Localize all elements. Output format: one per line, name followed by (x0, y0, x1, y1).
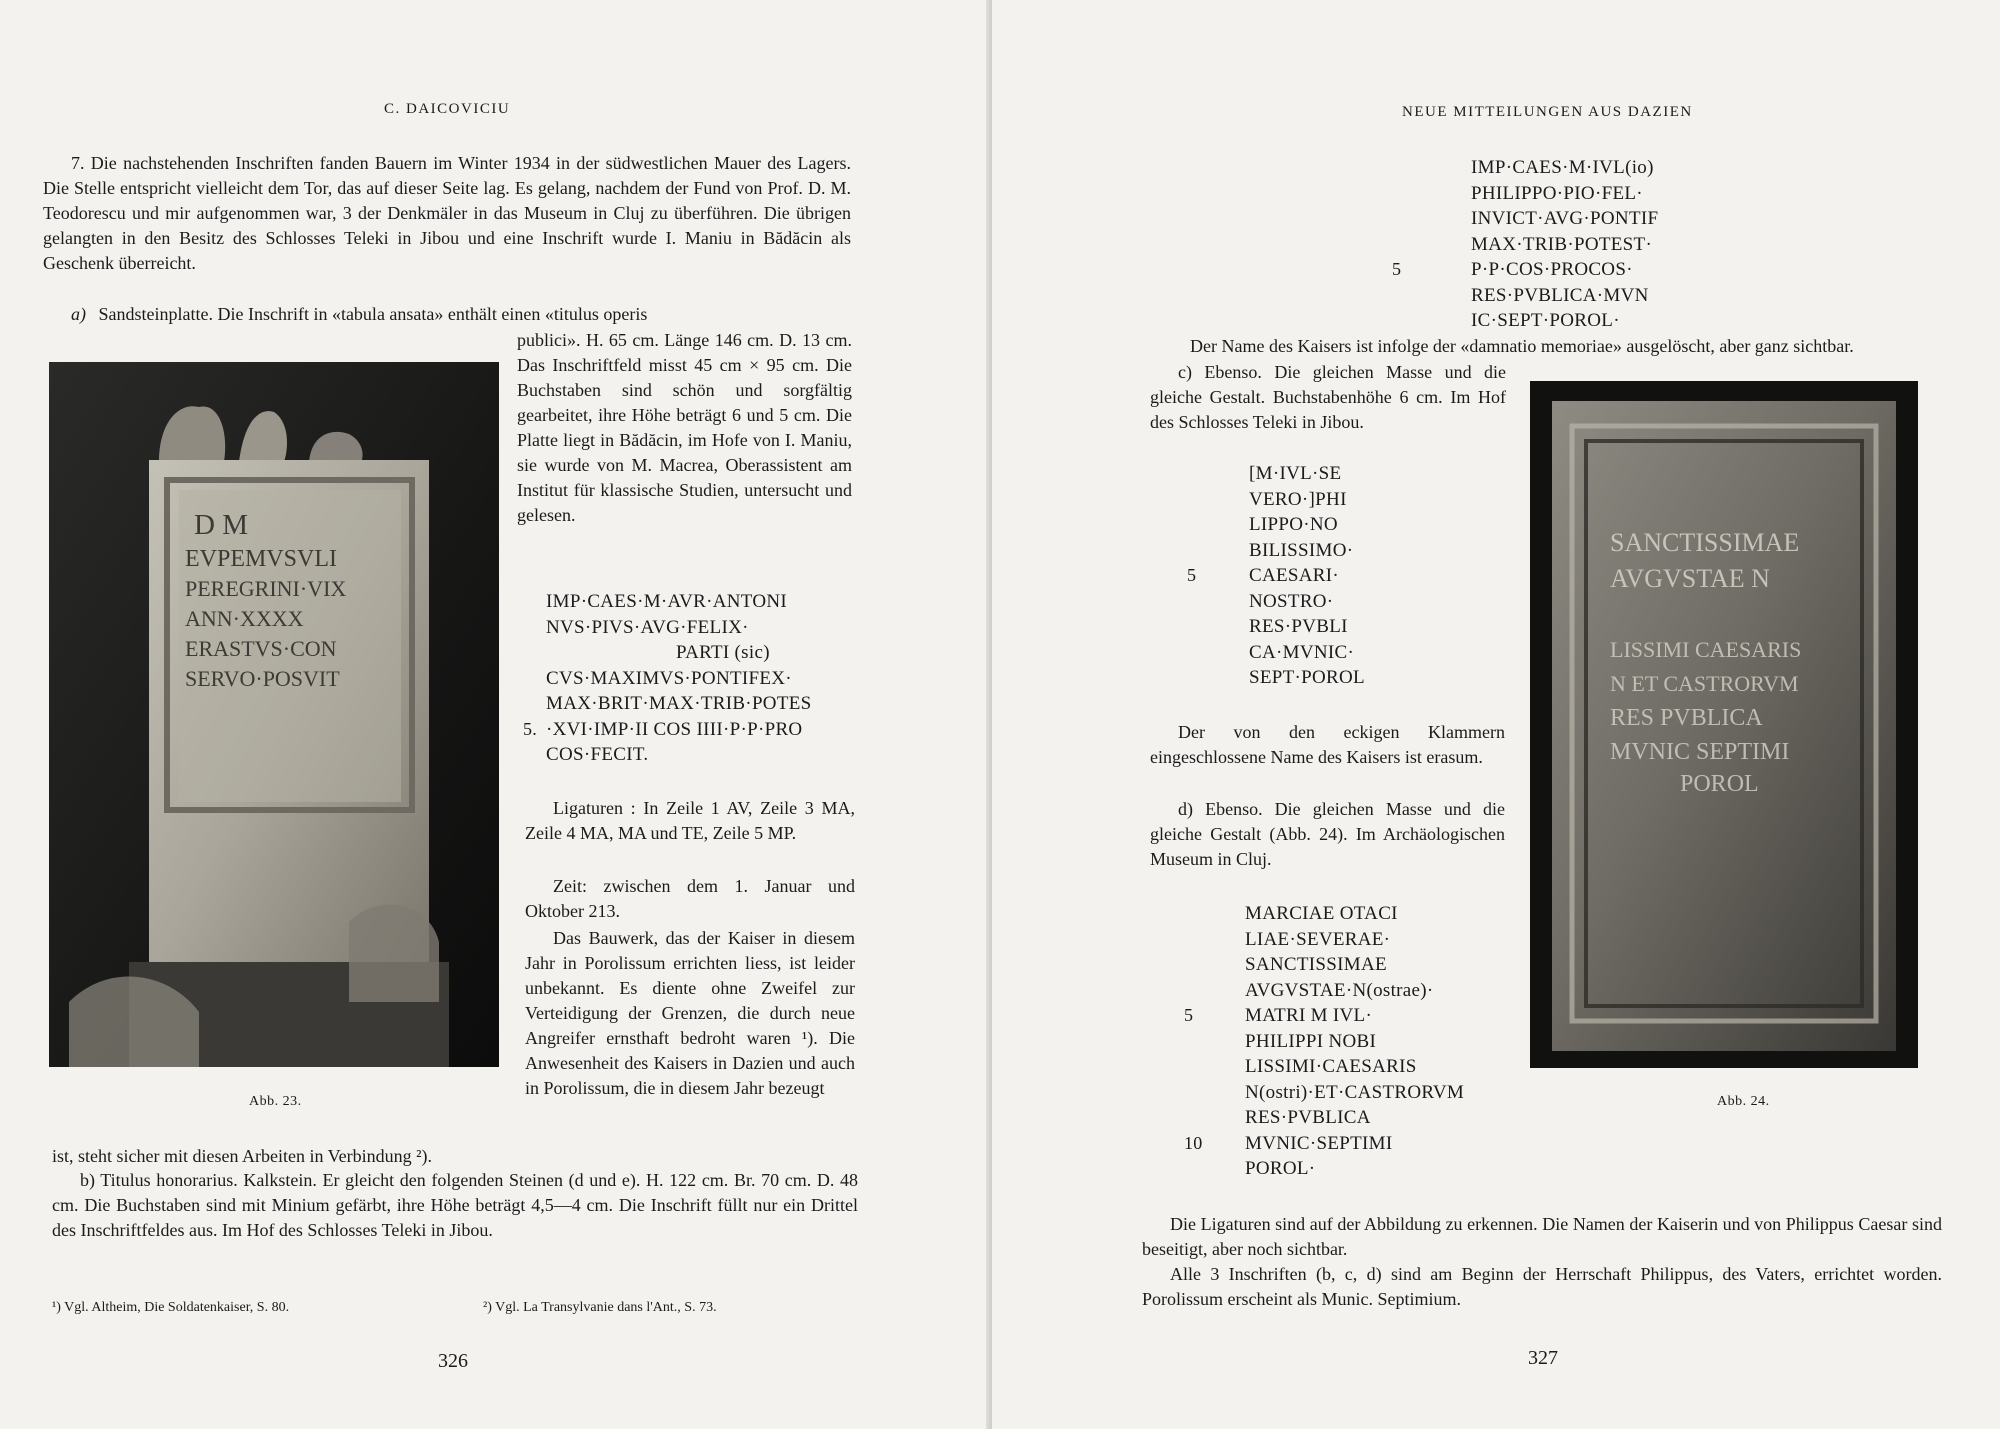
inscription-c (1187, 461, 1467, 691)
footnote-2: ²) Vgl. La Transylvanie dans l'Ant., S. 73. (483, 1300, 717, 1315)
line-text: RES·PVBLICA (1245, 1107, 1371, 1128)
inscription-line (1184, 1105, 1504, 1131)
line-text: NVS·PIVS·AVG·FELIX· (546, 616, 749, 638)
line-text: PHILIPPI NOBI (1245, 1030, 1377, 1052)
line-text: CA·MVNIC· (1249, 641, 1355, 663)
inscription-line (521, 589, 861, 615)
inscription-line (1392, 232, 1692, 258)
inscription-line (1184, 901, 1504, 927)
figure-abb-24-photo (1530, 381, 1918, 1068)
line-text: BILISSIMO· (1249, 539, 1354, 561)
line-text: IC·SEPT·POROL· (1471, 310, 1620, 331)
ligaturen-paragraph: Die Ligaturen sind auf der Abbildung zu erkennen. Die Namen der Kaiserin und von Philippus Caesar sind beseitigt, aber noch sichtbar. (1142, 1214, 1942, 1259)
inscription-line (521, 615, 861, 641)
line-text: SANCTISSIMAE (1245, 954, 1387, 975)
alle-3-paragraph: Alle 3 Inschriften (b, c, d) sind am Beginn der Herrschaft Philippus, des Vaters, errichtet worden. Porolissum erscheint als Munic. Septimium. (1142, 1264, 1942, 1309)
inscription-line (1187, 487, 1467, 513)
ligatures-paragraph: Ligaturen : In Zeile 1 AV, Zeile 3 MA, Zeile 4 MA, MA und TE, Zeile 5 MP. (525, 798, 855, 843)
line-text: RES·PVBLI (1249, 616, 1348, 637)
running-head-right: NEUE MITTEILUNGEN AUS DAZIEN (1402, 104, 1693, 120)
inscription-b (1392, 155, 1692, 334)
photo-inscription-line-4: ANN·XXXX (185, 606, 304, 631)
inscription-line (1184, 1003, 1504, 1029)
date-paragraph: Zeit: zwischen dem 1. Januar und Oktober 213. (525, 876, 855, 921)
figure-caption-abb-23: Abb. 23. (249, 1094, 302, 1109)
inscription-line (1184, 952, 1504, 978)
inscription-line (1184, 1131, 1504, 1157)
line-text: MAX·TRIB·POTEST· (1471, 233, 1653, 255)
inscription-line (521, 666, 861, 692)
line-text: CAESARI· (1249, 565, 1340, 586)
inscription-d (1184, 901, 1504, 1182)
inscription-line (1184, 927, 1504, 953)
figure-abb-23-photo (49, 362, 499, 1067)
damnatio-paragraph: Der Name des Kaisers ist infolge der «damnatio memoriae» ausgelöscht, aber ganz sichtbar. (1190, 336, 1854, 356)
line-number: 5 (1392, 259, 1402, 279)
line-text: LISSIMI·CAESARIS (1245, 1056, 1417, 1077)
line-text: NOSTRO· (1249, 590, 1334, 612)
line-text: COS·FECIT. (546, 744, 649, 765)
line-text: MAX·BRIT·MAX·TRIB·POTES (546, 693, 812, 714)
bauwerk-end: ist, steht sicher mit diesen Arbeiten in Verbindung ²). (52, 1146, 433, 1166)
page-number-left: 326 (438, 1350, 468, 1372)
inscription-line (1187, 538, 1467, 564)
line-number: 5 (1187, 565, 1197, 585)
line-text: IMP·CAES·M·AVR·ANTONI (546, 591, 787, 612)
item-d-paragraph: d) Ebenso. Die gleichen Masse und die gleiche Gestalt (Abb. 24). Im Archäologischen Museum in Cluj. (1150, 799, 1505, 869)
line-text: PHILIPPO·PIO·FEL· (1471, 182, 1643, 204)
photo-inscription-line-1: SANCTISSIMAE (1610, 528, 1800, 557)
line-text: MVNIC·SEPTIMI (1245, 1132, 1393, 1154)
inscription-line (1392, 181, 1692, 207)
line-text: [M·IVL·SE (1249, 463, 1342, 484)
photo-inscription-line-5: ERASTVS·CON (185, 636, 337, 661)
inscription-line (1184, 978, 1504, 1004)
line-number: 10 (1184, 1132, 1203, 1153)
inscription-line (1184, 1156, 1504, 1182)
line-text: CVS·MAXIMVS·PONTIFEX· (546, 667, 792, 689)
line-text: PARTI (sic) (676, 642, 770, 663)
footnote-1: ¹) Vgl. Altheim, Die Soldatenkaiser, S. 80. (52, 1300, 290, 1315)
inscription-line (521, 640, 861, 666)
paragraph-intro: 7. Die nachstehenden Inschriften fanden Bauern im Winter 1934 in der südwestlichen Mauer des Lagers. Die Stelle entspricht vielleicht dem Tor, das auf dieser Seite lag. Es gelang, nachdem der Fund von Prof. D. M. Teodorescu und mir aufgenommen war, 3 der Denkmäler in das Museum in Cluj zu überführen. Die übrigen gelangten in den Besitz des Schlosses Teleki in Jibou und eine Inschrift wurde I. Maniu in Bădăcin als Geschenk überreicht. (43, 153, 851, 273)
item-b-paragraph: b) Titulus honorarius. Kalkstein. Er gleicht den folgenden Steinen (d und e). H. 122 cm. Br. 70 cm. D. 48 cm. Die Buchstaben sind mit Minium gefärbt, ihre Höhe beträgt 4,5—4 cm. Die Inschrift füllt nur ein Drittel des Inschriftfeldes aus. Im Hof des Schlosses Teleki in Jibou. (52, 1170, 858, 1240)
photo-inscription-line-6: SERVO·POSVIT (185, 666, 340, 691)
inscription-line (1187, 614, 1467, 640)
item-a-line (71, 302, 851, 327)
line-text: LIAE·SEVERAE· (1245, 928, 1391, 950)
left-page (0, 0, 986, 1429)
inscription-a (521, 589, 861, 768)
line-text: POROL· (1245, 1158, 1316, 1179)
inscription-line (1187, 461, 1467, 487)
photo-inscription-line-3: PEREGRINI·VIX (185, 576, 347, 601)
line-text: AVGVSTAE·N(ostrae)· (1245, 979, 1434, 1001)
inscription-line (1187, 640, 1467, 666)
line-number: 5. (523, 718, 538, 739)
photo-inscription-line-3: LISSIMI CAESARIS (1610, 637, 1802, 662)
figure-caption-abb-24: Abb. 24. (1717, 1094, 1770, 1109)
inscription-line (1392, 257, 1692, 283)
photo-inscription-line-1: D M (194, 509, 248, 541)
right-page (992, 0, 2000, 1429)
line-text: RES·PVBLICA·MVN (1471, 284, 1649, 306)
item-a-description: publici». H. 65 cm. Länge 146 cm. D. 13 cm. Das Inschriftfeld misst 45 cm × 95 cm. Die Buchstaben sind schön und sorgfältig gearbeitet, ihre Höhe beträgt 6 und 5 cm. Die Platte liegt in Bădăcin, im Hofe von I. Maniu, sie wurde von M. Macrea, Oberassistent am Institut für klassische Studien, untersucht und gelesen. (517, 330, 852, 525)
eckigen-paragraph: Der von den eckigen Klammern eingeschlossene Name des Kaisers ist erasum. (1150, 722, 1505, 767)
photo-inscription-line-6: MVNIC SEPTIMI (1610, 739, 1790, 765)
inscription-line (1187, 563, 1467, 589)
photo-inscription-line-7: POROL (1680, 771, 1759, 797)
line-text: INVICT·AVG·PONTIF (1471, 208, 1659, 229)
inscription-line (1392, 283, 1692, 309)
inscription-line (1187, 512, 1467, 538)
line-text: LIPPO·NO (1249, 514, 1338, 535)
bauwerk-paragraph: Das Bauwerk, das der Kaiser in diesem Jahr in Porolissum errichten liess, ist leider unbekannt. Es diente ohne Zweifel zur Verteidigung der Grenzen, die durch neue Angreifer ernsthaft bedroht waren ¹). Die Anwesenheit des Kaisers in Dazien und auch in Porolissum, die in diesem Jahr bezeugt (525, 928, 855, 1098)
photo-inscription-line-2: AVGVSTAE N (1610, 564, 1770, 593)
item-c-paragraph: c) Ebenso. Die gleichen Masse und die gleiche Gestalt. Buchstabenhöhe 6 cm. Im Hof des Schlosses Teleki in Jibou. (1150, 362, 1506, 432)
inscription-line (1187, 589, 1467, 615)
running-head-left: C. DAICOVICIU (384, 101, 511, 117)
inscription-line (1392, 206, 1692, 232)
photo-inscription-line-5: RES PVBLICA (1610, 705, 1763, 731)
line-text: N(ostri)·ET·CASTRORVM (1245, 1081, 1465, 1103)
inscription-line (1184, 1080, 1504, 1106)
item-a-label: a) (71, 304, 86, 324)
inscription-line (1392, 308, 1692, 334)
inscription-line (1184, 1029, 1504, 1055)
inscription-line (1187, 665, 1467, 691)
line-text: MATRI M IVL· (1245, 1005, 1373, 1026)
line-text: VERO·]PHI (1249, 488, 1347, 510)
page-number-right: 327 (1528, 1347, 1558, 1369)
line-text: P·P·COS·PROCOS· (1471, 259, 1633, 280)
photo-inscription-line-2: EVPEMVSVLI (185, 546, 338, 572)
line-text: ·XVI·IMP·II COS IIII·P·P·PRO (546, 718, 803, 740)
line-text: IMP·CAES·M·IVL(io) (1471, 157, 1654, 178)
inscription-line (521, 717, 861, 743)
inscription-line (521, 691, 861, 717)
inscription-line (1392, 155, 1692, 181)
inscription-line (521, 742, 861, 768)
line-number: 5 (1184, 1005, 1194, 1025)
line-text: SEPT·POROL (1249, 667, 1365, 688)
line-text: MARCIAE OTACI (1245, 903, 1398, 924)
item-a-text: Sandsteinplatte. Die Inschrift in «tabula ansata» enthält einen «titulus operis (98, 304, 648, 324)
inscription-line (1184, 1054, 1504, 1080)
photo-inscription-line-4: N ET CASTRORVM (1610, 671, 1799, 696)
